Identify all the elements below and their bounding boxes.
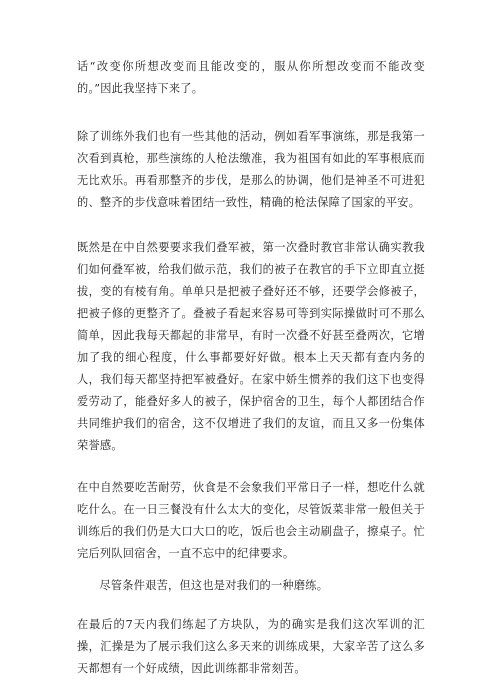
paragraph-5: 尽管条件艰苦，但这也是对我们的一种磨练。 <box>99 579 329 592</box>
paragraph-4: 在中自然要吃苦耐劳，伙食是不会象我们平常日子一样，想吃什么就吃什么。在一日三餐没有什么太大的变化，尽管饭菜非常一般但关于训练后的我们仍是大口大口的吃，饭后也会主动刷盘子，擦桌子。忙完后列队回宿舍，一直不忘中的纪律要求。 <box>77 481 425 560</box>
paragraph-6: 在最后的7天内我们练起了方块队，为的确实是我们这次军训的汇操，汇操是为了展示我们这么多天来的训练成果，大家辛苦了这么多天都想有一个好成绩，因此训练都非常刻苦。 <box>77 618 425 675</box>
paragraph-1: 话“改变你所想改变而且能改变的，服从你所想改变而不能改变的。”因此我坚持下来了。 <box>77 60 425 95</box>
paragraph-2: 除了训练外我们也有一些其他的活动，例如看军事演练，那是我第一次看到真枪，那些演练的人枪法缴准，我为祖国有如此的军事根底而无比欢乐。再看那整齐的步伐，是那么的协调，他们是神圣不可进犯的、整齐的步伐意味着团结一致性，精确的枪法保障了国家的平安。 <box>77 130 425 209</box>
paragraph-3: 既然是在中自然要要求我们叠军被，第一次叠时教官非常认确实教我们如何叠军被，给我们做示范，我们的被子在教官的手下立即直立挺拔，变的有棱有角。单单只是把被子叠好还不够，还要学会修被子，把被子修的更整齐了。叠被子看起来容易可等到实际操做时可不那么简单，因此我每天都起的非常早，有时一次叠不好甚至叠两次，它增加了我的细心程度，什么事都要好好做。根本上天天都有查内务的人，我们每天都坚持把军被叠好。在家中娇生惯养的我们这下也变得爱劳动了，能叠好多人的被子，保护宿舍的卫生，每个人都团结合作共同维护我们的宿舍，这不仅增进了我们的友谊，而且又多一份集体荣誉感。 <box>77 241 425 452</box>
